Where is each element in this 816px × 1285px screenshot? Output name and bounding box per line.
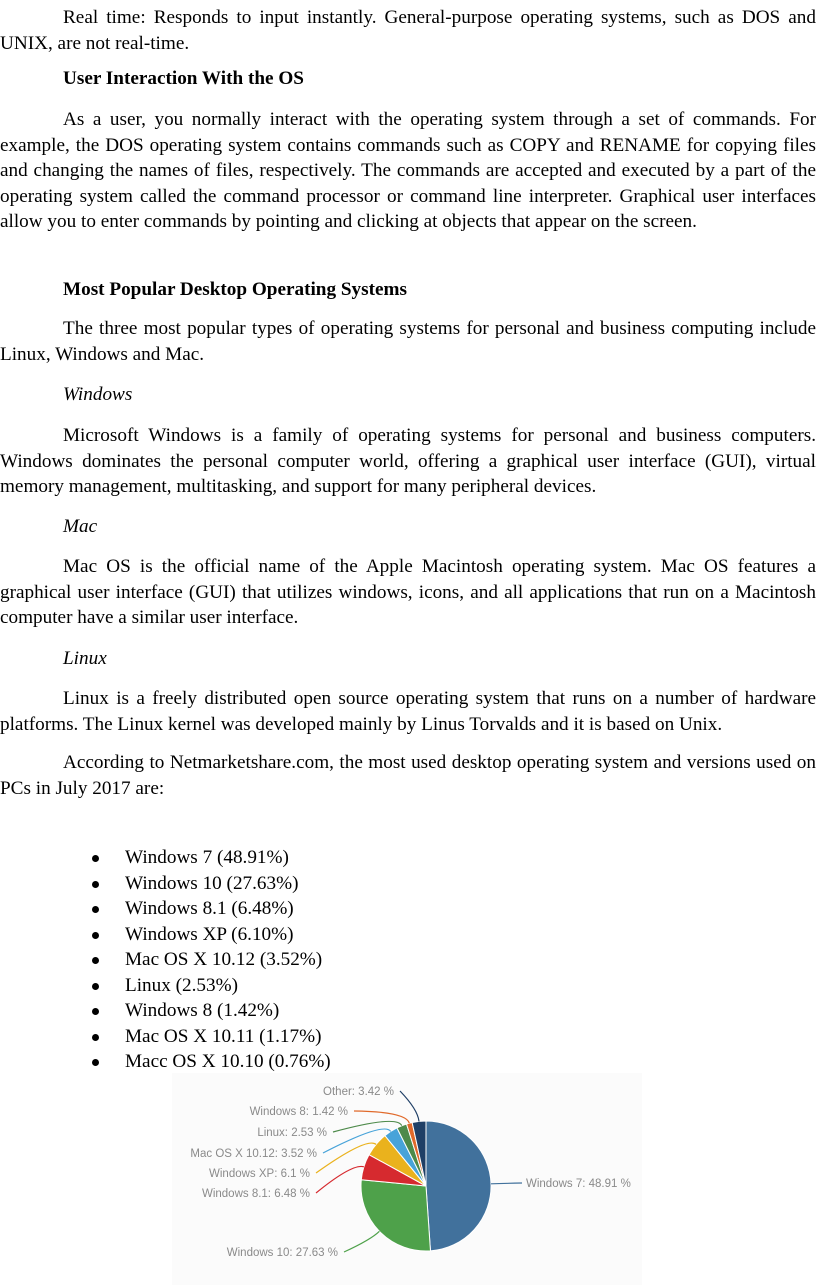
heading-user-interaction: User Interaction With the OS [63, 68, 304, 89]
pie-label-windows-8-1: Windows 8.1: 6.48 % [201, 1188, 310, 1200]
paragraph-windows: Microsoft Windows is a family of operating systems for personal and business computers. Windows dominates the personal computer world, offering a graphical user interface (GUI), virtual memory management, multitasking, and support for many peripheral devices. [0, 425, 816, 497]
pie-label-mac-os-x-10-12: Mac OS X 10.12: 3.52 % [190, 1148, 317, 1160]
list-item: Mac OS X 10.12 (3.52%) [0, 947, 331, 973]
bullet-icon [92, 855, 99, 862]
list-item: Windows 8 (1.42%) [0, 998, 331, 1024]
bullet-icon [92, 906, 99, 913]
pie-label-windows-10: Windows 10: 27.63 % [226, 1247, 338, 1259]
list-item: Linux (2.53%) [0, 973, 331, 999]
pie-label-windows-7: Windows 7: 48.91 % [526, 1178, 631, 1190]
subheading-windows: Windows [63, 384, 133, 405]
paragraph-popular-os: The three most popular types of operating systems for personal and business computing include Linux, Windows and Mac. [0, 318, 816, 365]
paragraph-linux: Linux is a freely distributed open source operating system that runs on a number of hardware platforms. The Linux kernel was developed mainly by Linus Torvalds and it is based on Unix. [0, 688, 816, 735]
pie-chart-svg [172, 1073, 642, 1285]
pie-slice-windows-10 [361, 1180, 430, 1251]
subheading-mac: Mac [63, 516, 98, 537]
pie-label-linux: Linux: 2.53 % [257, 1127, 327, 1139]
list-item: Macc OS X 10.10 (0.76%) [0, 1049, 331, 1075]
bullet-icon [92, 1034, 99, 1041]
pie-connector-windows-10 [344, 1231, 379, 1252]
list-item: Windows XP (6.10%) [0, 922, 331, 948]
list-item: Windows 8.1 (6.48%) [0, 896, 331, 922]
bullet-icon [92, 983, 99, 990]
pie-slice-windows-7 [426, 1121, 491, 1251]
list-item: Mac OS X 10.11 (1.17%) [0, 1024, 331, 1050]
pie-label-other: Other: 3.42 % [323, 1086, 394, 1098]
list-item: Windows 7 (48.91%) [0, 845, 331, 871]
paragraph-mac: Mac OS is the official name of the Apple Macintosh operating system. Mac OS features a graphical user interface (GUI) that utilizes windows, icons, and all applications that run on a Macintosh computer have a similar user interface. [0, 556, 816, 628]
pie-label-windows-8: Windows 8: 1.42 % [249, 1106, 348, 1118]
bullet-icon [92, 1008, 99, 1015]
paragraph-realtime: Real time: Responds to input instantly. General-purpose operating systems, such as DOS and UNIX, are not real-time. [0, 7, 816, 54]
os-share-pie-chart [172, 1073, 642, 1285]
paragraph-user-interaction: As a user, you normally interact with the operating system through a set of commands. For example, the DOS operating system contains commands such as COPY and RENAME for copying files and changing the names of files, respectively. The commands are accepted and executed by a part of the operating system called the command processor or command line interpreter. Graphical user interfaces allow you to enter commands by pointing and clicking at objects that appear on the screen. [0, 109, 816, 232]
os-share-list [0, 845, 331, 1075]
bullet-icon [92, 957, 99, 964]
paragraph-according: According to Netmarketshare.com, the most used desktop operating system and versions used on PCs in July 2017 are: [0, 752, 816, 799]
bullet-icon [92, 881, 99, 888]
bullet-icon [92, 932, 99, 939]
subheading-linux: Linux [63, 648, 107, 669]
pie-connector-windows-7 [491, 1183, 522, 1184]
pie-label-windows-xp: Windows XP: 6.1 % [209, 1168, 310, 1180]
pie-connector-windows-8-1 [316, 1166, 364, 1193]
list-item: Windows 10 (27.63%) [0, 871, 331, 897]
heading-popular-os: Most Popular Desktop Operating Systems [63, 279, 407, 300]
bullet-icon [92, 1059, 99, 1066]
